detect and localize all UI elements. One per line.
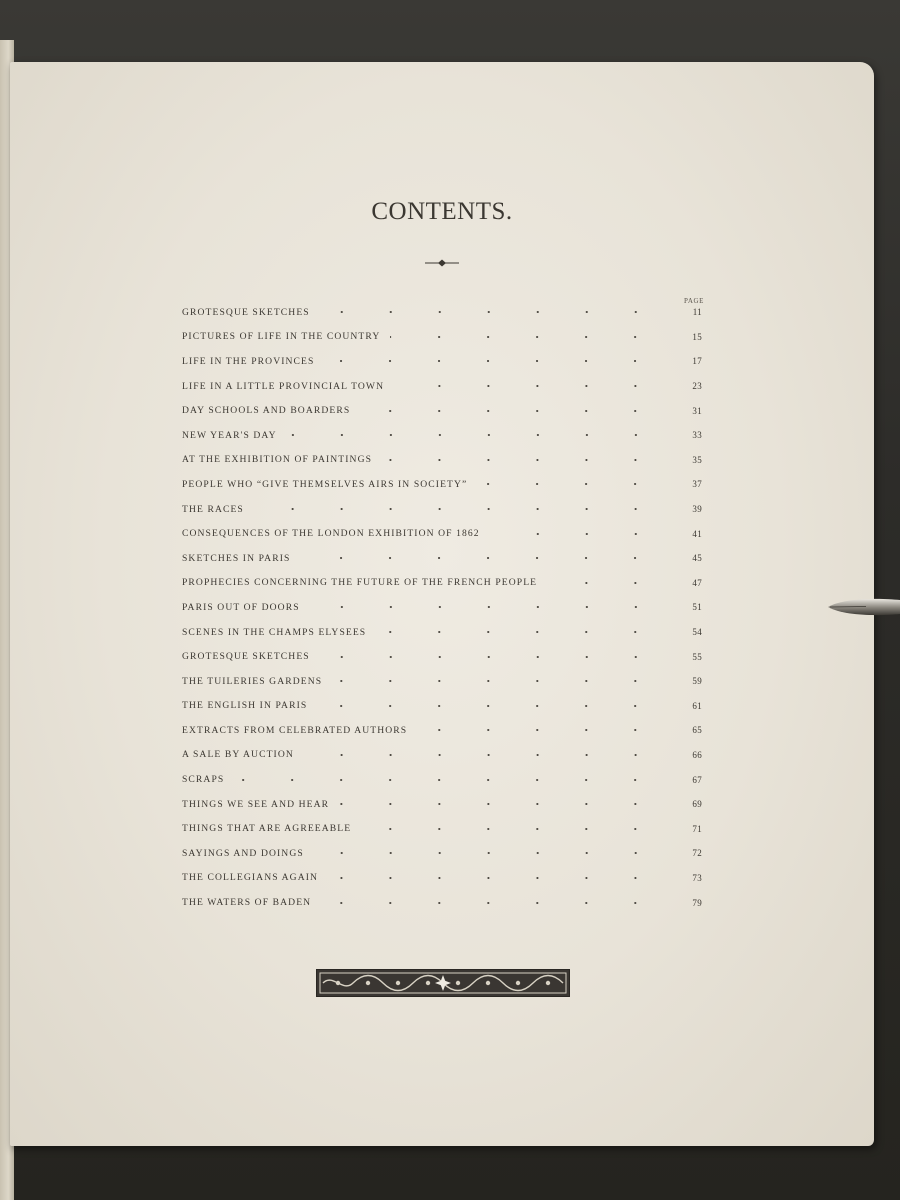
toc-entry-title: THE RACES xyxy=(182,503,244,515)
toc-entry-page-number: 59 xyxy=(692,676,702,687)
dot-leader xyxy=(390,336,660,338)
dot-leader xyxy=(477,483,660,485)
toc-entry-page-number: 73 xyxy=(692,872,702,883)
toc-entry xyxy=(182,398,702,423)
toc-entry-title: THINGS THAT ARE AGREEABLE xyxy=(182,823,352,835)
toc-entry-page-number: 66 xyxy=(692,749,702,760)
dot-leader xyxy=(360,410,660,412)
toc-entry xyxy=(182,866,702,891)
toc-entry-title: THINGS WE SEE AND HEAR xyxy=(182,798,330,810)
toc-entry-title: AT THE EXHIBITION OF PAINTINGS xyxy=(182,454,373,466)
floral-banner-ornament-icon xyxy=(316,969,570,997)
toc-entry-page-number: 71 xyxy=(692,823,702,834)
toc-entry xyxy=(182,497,702,522)
contents-list xyxy=(182,300,702,915)
dot-leader xyxy=(361,828,660,830)
toc-entry-page-number: 41 xyxy=(692,528,702,539)
toc-entry-page-number: 23 xyxy=(692,381,702,392)
diamond-rule-ornament-icon xyxy=(425,258,459,268)
toc-entry xyxy=(182,300,702,325)
toc-entry-page-number: 15 xyxy=(692,331,702,342)
toc-entry xyxy=(182,595,702,620)
page-column-label: PAGE xyxy=(683,297,705,305)
toc-entry-page-number: 37 xyxy=(692,479,702,490)
toc-entry xyxy=(182,349,702,374)
toc-entry-title: CONSEQUENCES OF THE LONDON EXHIBITION OF 1862 xyxy=(182,528,480,540)
toc-entry-title: THE ENGLISH IN PARIS xyxy=(182,700,308,712)
toc-entry-page-number: 69 xyxy=(692,799,702,810)
dot-leader xyxy=(324,360,660,362)
toc-entry-page-number: 79 xyxy=(692,897,702,908)
dot-leader xyxy=(321,902,660,904)
toc-entry-title: THE TUILERIES GARDENS xyxy=(182,675,323,687)
page-title: CONTENTS. xyxy=(371,198,513,225)
toc-entry-title: PARIS OUT OF DOORS xyxy=(182,601,300,613)
book-page xyxy=(10,62,874,1146)
toc-entry-title: GROTESQUE SKETCHES xyxy=(182,306,310,318)
dot-leader xyxy=(332,680,660,682)
toc-entry xyxy=(182,890,702,915)
toc-entry xyxy=(182,792,702,817)
toc-entry-title: THE WATERS OF BADEN xyxy=(182,897,312,909)
toc-entry xyxy=(182,423,702,448)
toc-entry-title: LIFE IN THE PROVINCES xyxy=(182,355,315,367)
dot-leader xyxy=(234,779,660,781)
toc-entry xyxy=(182,718,702,743)
toc-entry-page-number: 55 xyxy=(692,651,702,662)
toc-entry xyxy=(182,448,702,473)
toc-entry-title: SCRAPS xyxy=(182,774,225,786)
toc-entry xyxy=(182,767,702,792)
toc-entry-title: PEOPLE WHO “GIVE THEMSELVES AIRS IN SOCIETY” xyxy=(182,478,468,490)
dot-leader xyxy=(320,311,660,313)
toc-entry-title: DAY SCHOOLS AND BOARDERS xyxy=(182,405,351,417)
dot-leader xyxy=(287,434,660,436)
dot-leader xyxy=(300,557,660,559)
dot-leader xyxy=(394,385,660,387)
dot-leader xyxy=(317,705,660,707)
dot-leader xyxy=(304,754,660,756)
toc-entry xyxy=(182,694,702,719)
dot-leader xyxy=(490,533,660,535)
toc-entry-page-number: 54 xyxy=(692,627,702,638)
toc-entry-page-number: 72 xyxy=(692,848,702,859)
toc-entry xyxy=(182,669,702,694)
toc-entry-title: SKETCHES IN PARIS xyxy=(182,552,291,564)
toc-entry-page-number: 35 xyxy=(692,454,702,465)
toc-entry-title: A SALE BY AUCTION xyxy=(182,749,294,761)
dot-leader xyxy=(314,852,660,854)
toc-entry-title: SCENES IN THE CHAMPS ELYSEES xyxy=(182,626,367,638)
dot-leader xyxy=(417,729,660,731)
toc-entry-page-number: 65 xyxy=(692,725,702,736)
toc-entry xyxy=(182,521,702,546)
toc-entry-title: SAYINGS AND DOINGS xyxy=(182,847,304,859)
toc-entry xyxy=(182,620,702,645)
toc-entry-page-number: 67 xyxy=(692,774,702,785)
dot-leader xyxy=(547,582,660,584)
toc-entry-title: EXTRACTS FROM CELEBRATED AUTHORS xyxy=(182,724,408,736)
toc-entry xyxy=(182,571,702,596)
toc-entry-title: PICTURES OF LIFE IN THE COUNTRY xyxy=(182,331,381,343)
dot-leader xyxy=(376,631,660,633)
dot-leader xyxy=(382,459,660,461)
toc-entry-title: NEW YEAR'S DAY xyxy=(182,429,277,441)
dot-leader xyxy=(310,606,660,608)
toc-entry-page-number: 61 xyxy=(692,700,702,711)
toc-entry-page-number: 47 xyxy=(692,577,702,588)
toc-entry-title: PROPHECIES CONCERNING THE FUTURE OF THE FRENCH PEOPLE xyxy=(182,577,538,589)
toc-entry-page-number: 17 xyxy=(692,356,702,367)
toc-entry-page-number: 31 xyxy=(692,405,702,416)
toc-entry xyxy=(182,816,702,841)
toc-entry-page-number: 39 xyxy=(692,504,702,515)
toc-entry xyxy=(182,644,702,669)
toc-entry-page-number: 11 xyxy=(692,307,702,318)
toc-entry-title: THE COLLEGIANS AGAIN xyxy=(182,872,319,884)
dot-leader xyxy=(320,656,660,658)
toc-entry xyxy=(182,325,702,350)
toc-entry-page-number: 51 xyxy=(692,602,702,613)
toc-entry xyxy=(182,546,702,571)
toc-entry-page-number: 45 xyxy=(692,553,702,564)
toc-entry xyxy=(182,841,702,866)
toc-entry-page-number: 33 xyxy=(692,430,702,441)
dot-leader xyxy=(339,803,660,805)
toc-entry xyxy=(182,472,702,497)
dot-leader xyxy=(328,877,660,879)
toc-entry xyxy=(182,374,702,399)
toc-entry-title: LIFE IN A LITTLE PROVINCIAL TOWN xyxy=(182,380,385,392)
dot-leader xyxy=(254,508,660,510)
toc-entry-title: GROTESQUE SKETCHES xyxy=(182,651,310,663)
pen-nib-icon xyxy=(826,594,900,620)
toc-entry xyxy=(182,743,702,768)
